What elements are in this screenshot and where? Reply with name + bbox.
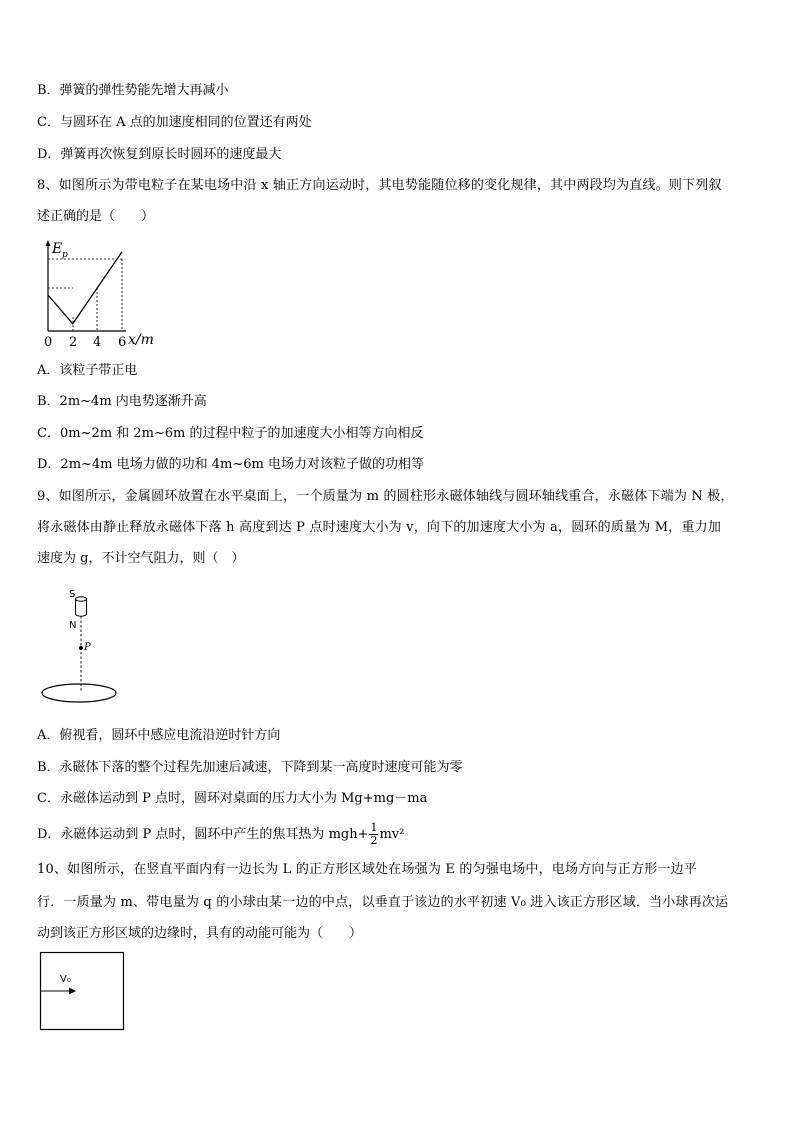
- q9-point-p: [79, 646, 83, 650]
- q7-option-d: D．弹簧再次恢复到原长时圆环的速度最大: [37, 147, 282, 162]
- q10-square-figure: [38, 950, 128, 1032]
- q8-option-a: A．该粒子带正电: [37, 363, 138, 378]
- q9-option-d-fraction: [369, 822, 378, 847]
- q8-ep-graph: [36, 238, 161, 350]
- q9-p-label: P: [84, 642, 91, 653]
- q9-option-d: [37, 822, 404, 847]
- q9-option-a: A．俯视看，圆环中感应电流沿逆时针方向: [37, 728, 281, 743]
- q8-option-d: D．2m~4m 电场力做的功和 4m~6m 电场力对该粒子做的功相等: [37, 457, 424, 472]
- q9-stem-line1: 9、如图所示，金属圆环放置在水平桌面上，一个质量为 m 的圆柱形永磁体轴线与圆环轴线重合，永磁体下端为 N 极，: [37, 489, 734, 504]
- q9-s-label: S: [69, 589, 76, 600]
- q7-option-c: C．与圆环在 A 点的加速度相同的位置还有两处: [37, 115, 312, 130]
- q8-option-b: B．2m~4m 内电势逐渐升高: [37, 394, 207, 409]
- q7-option-b: B．弹簧的弹性势能先增大再减小: [37, 83, 229, 98]
- q9-frac-den: 2: [370, 834, 378, 847]
- q9-option-d-suffix: mv²: [379, 827, 405, 842]
- q8-y-label-sub: p: [62, 250, 68, 260]
- q8-x-label: x/m: [128, 332, 154, 348]
- q9-stem-line3: 速度为 g，不计空气阻力，则（ ）: [37, 551, 245, 566]
- q8-xtick-6: 6: [118, 335, 127, 350]
- q8-xtick-4: 4: [93, 335, 102, 350]
- q8-y-axis-arrow: [46, 240, 51, 246]
- q8-ep-curve: [48, 252, 122, 324]
- q9-stem-line2: 将永磁体由静止释放永磁体下落 h 高度到达 P 点时速度大小为 v，向下的加速度大小为 a，圆环的质量为 M，重力加: [37, 520, 722, 535]
- q9-option-d-prefix: D．永磁体运动到 P 点时，圆环中产生的焦耳热为 mgh+: [37, 827, 369, 842]
- q9-option-c: C．永磁体运动到 P 点时，圆环对桌面的压力大小为 Mg+mg－ma: [37, 791, 428, 806]
- q9-option-b: B．永磁体下落的整个过程先加速后减速，下降到某一高度时速度可能为零: [37, 760, 463, 775]
- q8-stem-line1: 8、如图所示为带电粒子在某电场中沿 x 轴正方向运动时，其电势能随位移的变化规律，其中两段均为直线。则下列叙: [37, 178, 722, 193]
- q10-v0-label: V₀: [60, 974, 71, 985]
- q9-magnet-bottom: [76, 614, 87, 616]
- q8-stem-line2: 述正确的是（ ）: [37, 209, 155, 224]
- q9-magnet-top: [76, 597, 87, 601]
- q10-stem-line2: 行．一质量为 m、带电量为 q 的小球由某一边的中点，以垂直于该边的水平初速 V₀ 进入该正方形区域．当小球再次运: [37, 895, 729, 910]
- q10-stem-line1: 10、如图所示，在竖直平面内有一边长为 L 的正方形区域处在场强为 E 的匀强电场中，电场方向与正方形一边平: [37, 862, 697, 877]
- q9-magnet-ring-figure: [36, 584, 126, 712]
- q8-xtick-2: 2: [69, 335, 78, 350]
- q9-metal-ring: [42, 684, 116, 702]
- q8-origin-label: 0: [44, 335, 53, 350]
- q9-frac-num: 1: [370, 821, 378, 834]
- q8-option-c: C．0m~2m 和 2m~6m 的过程中粒子的加速度大小相等方向相反: [37, 426, 424, 441]
- q10-stem-line3: 动到该正方形区域的边缘时，具有的动能可能为（ ）: [37, 926, 363, 941]
- q9-n-label: N: [69, 620, 77, 631]
- q8-y-label: E: [52, 241, 63, 257]
